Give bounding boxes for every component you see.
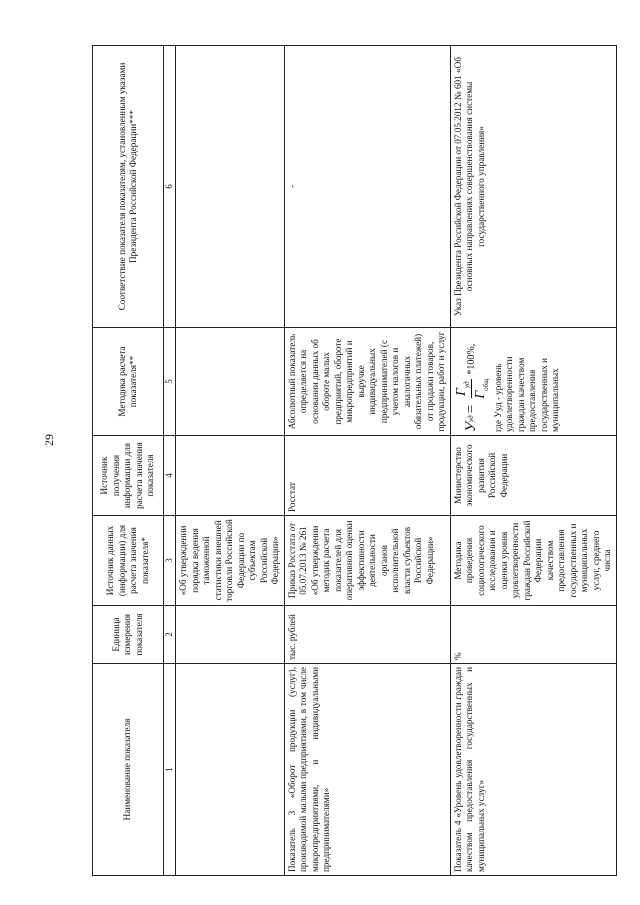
table-row-indicator-3: [284, 46, 450, 876]
table-cell-data-source: «Об утверждении порядка ведения таможенной статистики внешней торговли Российской Федерации по субъектам Российской Федерации»: [176, 516, 285, 606]
column-number: 2: [164, 606, 176, 664]
table-cell: [176, 328, 285, 436]
table-cell: [176, 46, 285, 328]
rotated-table-container: [92, 46, 613, 876]
indicator-info-source: Росстат: [284, 436, 450, 516]
indicator-method: [450, 328, 616, 436]
formula-lhs-sub: уд: [467, 415, 476, 422]
indicator-method: Абсолютный показатель определяется на основании данных об обороте малых предприятий, обороте микропредприятий и выручке индивидуальных предпринимателей (с учетом налогов и аналогичных обязательных платежей) от продажи товаров, продукции, работ и услуг: [284, 328, 450, 436]
indicator-data-source: Методика проведения социологического исследования и оценки уровня удовлетворенности граждан Российской Федерации качеством предоставления государственных и муниципальных услуг, среднего числа: [450, 516, 616, 606]
indicator-decree: -: [284, 46, 450, 328]
column-number-row: [164, 46, 176, 876]
indicator-info-source: Министерство экономического развития Российской Федерации: [450, 436, 616, 516]
formula-numerator: $Г_{уд}$: [453, 381, 471, 397]
table-cell: [176, 664, 285, 876]
satisfaction-formula: [453, 331, 491, 432]
column-number: 6: [164, 46, 176, 328]
table-row-continuation: [176, 46, 285, 876]
page-number: 29: [42, 434, 56, 446]
method-description: где Ууд - уровень удовлетворенности граждан качеством предоставления государственных и муниципальных: [492, 356, 561, 432]
header-row: [93, 46, 164, 876]
indicator-name: Показатель 4 «Уровень удовлетворенности граждан качеством предоставления государственных и муниципальных услуг»: [450, 664, 616, 876]
indicators-table: [92, 45, 617, 876]
header-cell: Методика расчета показателя**: [93, 328, 164, 436]
header-cell: Единица измерения показателя: [93, 606, 164, 664]
formula-fraction: [453, 377, 491, 401]
header-cell: Источник получения информации для расчета значения показателя: [93, 436, 164, 516]
table-row-indicator-4: [450, 46, 616, 876]
header-cell: Источник данных (информации) для расчета значения показателя*: [93, 516, 164, 606]
column-number: 3: [164, 516, 176, 606]
table-cell: [176, 606, 285, 664]
column-number: 5: [164, 328, 176, 436]
formula-denominator: $Г_{общ}$: [473, 378, 491, 399]
column-number: 1: [164, 664, 176, 876]
formula-lhs: У: [463, 421, 480, 432]
indicator-unit: тыс. рублей: [284, 606, 450, 664]
header-cell: Наименование показателя: [93, 664, 164, 876]
table-cell: [176, 436, 285, 516]
indicator-unit: %: [450, 606, 616, 664]
indicator-name: Показатель 3 «Оборот продукции (услуг), производимой малыми предприятиями, в том числе микропредприятиями, и индивидуальными предпринимателями»: [284, 664, 450, 876]
header-cell: Соответствие показателя показателям, установленным указами Президента Российской Федерации***: [93, 46, 164, 328]
indicator-data-source: Приказ Росстата от 05.07.2013 № 261 «Об утверждении методик расчета показателей для оперативной оценки эффективности деятельности органов исполнительной власти субъектов Российской Федерации»: [284, 516, 450, 606]
formula-suffix: *100%,: [465, 343, 477, 375]
column-number: 4: [164, 436, 176, 516]
indicator-decree: Указ Президента Российской Федерации от 07.05.2012 № 601 «Об основных направлениях совершенствования системы государственного управления»: [450, 46, 616, 328]
formula-eq: =: [463, 404, 480, 414]
